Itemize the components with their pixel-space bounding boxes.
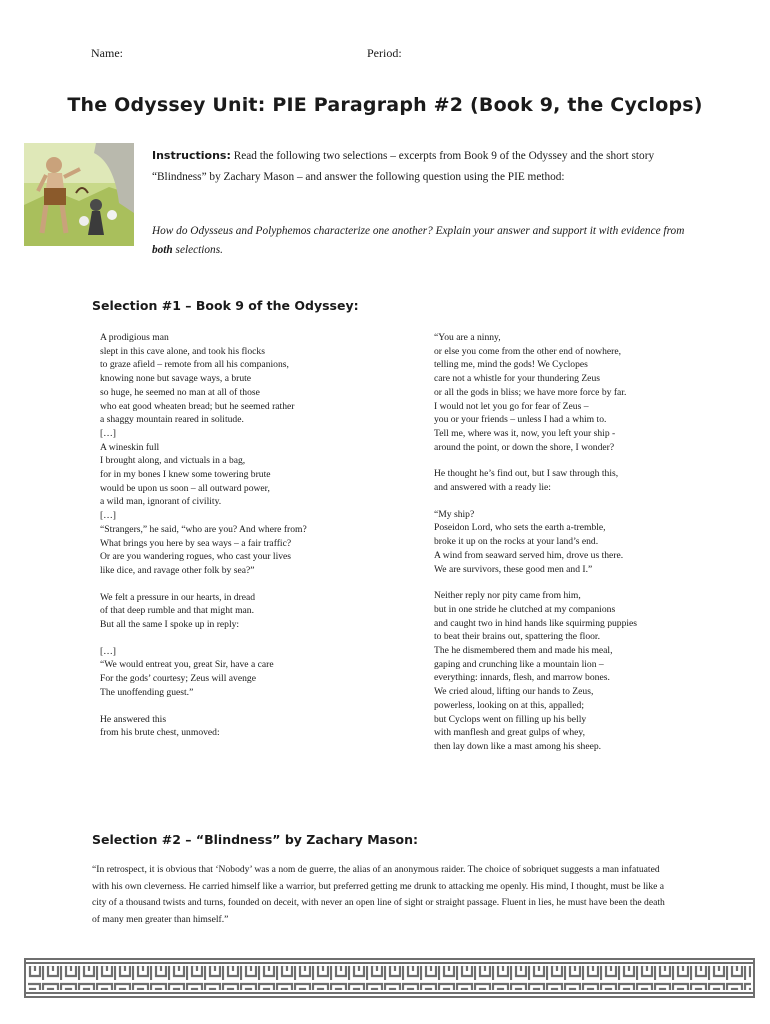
poem-line: “Strangers,” he said, “who are you? And where from? — [100, 523, 307, 535]
poem-line: What brings you here by sea ways – a fair traffic? — [100, 537, 292, 549]
poem-line: We felt a pressure in our hearts, in dread — [100, 591, 256, 603]
poem-line: then lay down like a mast among his sheep. — [434, 740, 602, 752]
poem-stanza — [434, 589, 734, 753]
poem-line: The unoffending guest.” — [100, 686, 194, 698]
poem-line: knowing none but savage ways, a brute — [100, 373, 252, 385]
poem-line: I would not let you go for fear of Zeus – — [434, 400, 589, 412]
poem-line: Or are you wandering rogues, who cast your lives — [100, 551, 292, 563]
poem-line: “My ship? — [434, 508, 475, 520]
poem-line: Neither reply nor pity came from him, — [434, 590, 581, 602]
poem-line: a shaggy mountain reared in solitude. — [100, 414, 244, 426]
poem-line: or else you come from the other end of nowhere, — [434, 345, 622, 357]
selection1-heading: Selection #1 – Book 9 of the Odyssey: — [92, 298, 359, 313]
poem-line: everything: innards, flesh, and marrow bones. — [434, 672, 610, 684]
poem-line: A prodigious man — [100, 332, 169, 343]
selection2-heading: Selection #2 – “Blindness” by Zachary Mason: — [92, 832, 419, 847]
poem-line: A wind from seaward served him, drove us there. — [434, 549, 624, 561]
poem-line: of that deep rumble and that might man. — [100, 605, 254, 617]
page-title: The Odyssey Unit: PIE Paragraph #2 (Book 9, the Cyclops) — [67, 94, 703, 116]
poem-line: a wild man, ignorant of civility. — [100, 496, 222, 508]
poem-line: Tell me, where was it, now, you left your ship - — [434, 427, 616, 439]
poem-line: around the point, or down the shore, I wonder? — [434, 441, 615, 453]
selection1-right-column — [434, 331, 734, 767]
poem-line: We cried aloud, lifting our hands to Zeus, — [434, 686, 594, 698]
instructions — [152, 145, 687, 188]
question-emphasis: both — [152, 244, 173, 256]
poem-line: “You are a ninny, — [434, 332, 501, 343]
poem-line: He answered this — [100, 713, 167, 725]
poem-line: He thought he’s find out, but I saw through this, — [434, 468, 619, 480]
poem-line: like dice, and ravage other folk by sea?” — [100, 564, 255, 576]
selection2-text: “In retrospect, it is obvious that ‘Nobody’ was a nom de guerre, the alias of an anonymous raider. The choice of sobriquet suggests a man infatuated with his own cleverness. He carried himself like a warrior, but preferred getting me drunk to attacking me openly. His mind, I thought, must be like a city of a thousand twists and turns, founded on deceit, with never an open line of sight or straight passage. Fluent in lies, he must have been the death of many men greater than himself.” — [92, 864, 665, 925]
poem-line: and answered with a ready lie: — [434, 482, 551, 494]
poem-stanza — [434, 331, 734, 454]
poem-line: or all the gods in bliss; we have more force by far. — [434, 386, 627, 398]
poem-line: I brought along, and victuals in a bag, — [100, 455, 246, 467]
poem-line: A wineskin full — [100, 441, 160, 453]
poem-line: For the gods’ courtesy; Zeus will avenge — [100, 673, 256, 685]
poem-line: for in my bones I knew some towering brute — [100, 469, 271, 481]
instructions-text: Read the following two selections – excerpts from Book 9 of the Odyssey and the short story “Blindness” by Zachary Mason – and answer the following question using the PIE method: — [152, 150, 655, 183]
poem-line: who eat good wheaten bread; but he seemed rather — [100, 400, 295, 412]
poem-line: you or your friends – unless I had a whim to. — [434, 414, 607, 426]
poem-line: telling me, mind the gods! We Cyclopes — [434, 359, 588, 371]
poem-line: gaping and crunching like a mountain lion – — [434, 658, 604, 670]
poem-line: slept in this cave alone, and took his flocks — [100, 345, 265, 357]
poem-stanza — [100, 713, 400, 740]
poem-line: Poseidon Lord, who sets the earth a-tremble, — [434, 522, 606, 534]
instructions-label: Instructions: — [152, 149, 231, 162]
poem-line: to graze afield – remote from all his companions, — [100, 359, 289, 371]
poem-stanza — [100, 331, 400, 578]
poem-line: […] — [100, 645, 116, 657]
poem-line: care not a whistle for your thundering Zeus — [434, 373, 600, 385]
poem-line: […] — [100, 510, 116, 522]
poem-stanza — [434, 467, 734, 494]
poem-line: but in one stride he clutched at my companions — [434, 603, 616, 615]
greek-key-border — [24, 958, 755, 998]
poem-stanza — [100, 645, 400, 700]
poem-line: with manflesh and great gulps of whey, — [434, 727, 585, 739]
poem-stanza — [434, 508, 734, 577]
poem-line: and caught two in hind hands like squirming puppies — [434, 617, 638, 629]
poem-line: from his brute chest, unmoved: — [100, 727, 220, 739]
cyclops-illustration — [24, 143, 134, 246]
essay-question — [152, 222, 687, 260]
period-label: Period: — [367, 46, 402, 60]
poem-stanza — [100, 591, 400, 632]
question-part2: selections. — [172, 244, 223, 256]
poem-line: would be upon us soon – all outward power, — [100, 482, 270, 494]
poem-line: so huge, he seemed no man at all of those — [100, 386, 260, 398]
selection1-left-column — [100, 331, 400, 753]
question-part1: How do Odysseus and Polyphemos characterize one another? Explain your answer and support it with evidence from — [152, 225, 685, 237]
poem-line: […] — [100, 427, 116, 439]
poem-line: but Cyclops went on filling up his belly — [434, 713, 587, 725]
poem-line: to beat their brains out, spattering the floor. — [434, 631, 600, 643]
poem-line: powerless, looking on at this, appalled; — [434, 699, 585, 711]
name-label: Name: — [91, 46, 123, 60]
poem-line: The he dismembered them and made his meal, — [434, 645, 613, 657]
poem-line: But all the same I spoke up in reply: — [100, 619, 240, 631]
poem-line: We are survivors, these good men and I.” — [434, 563, 593, 575]
poem-line: “We would entreat you, great Sir, have a care — [100, 659, 274, 671]
poem-line: broke it up on the rocks at your land’s end. — [434, 536, 599, 548]
